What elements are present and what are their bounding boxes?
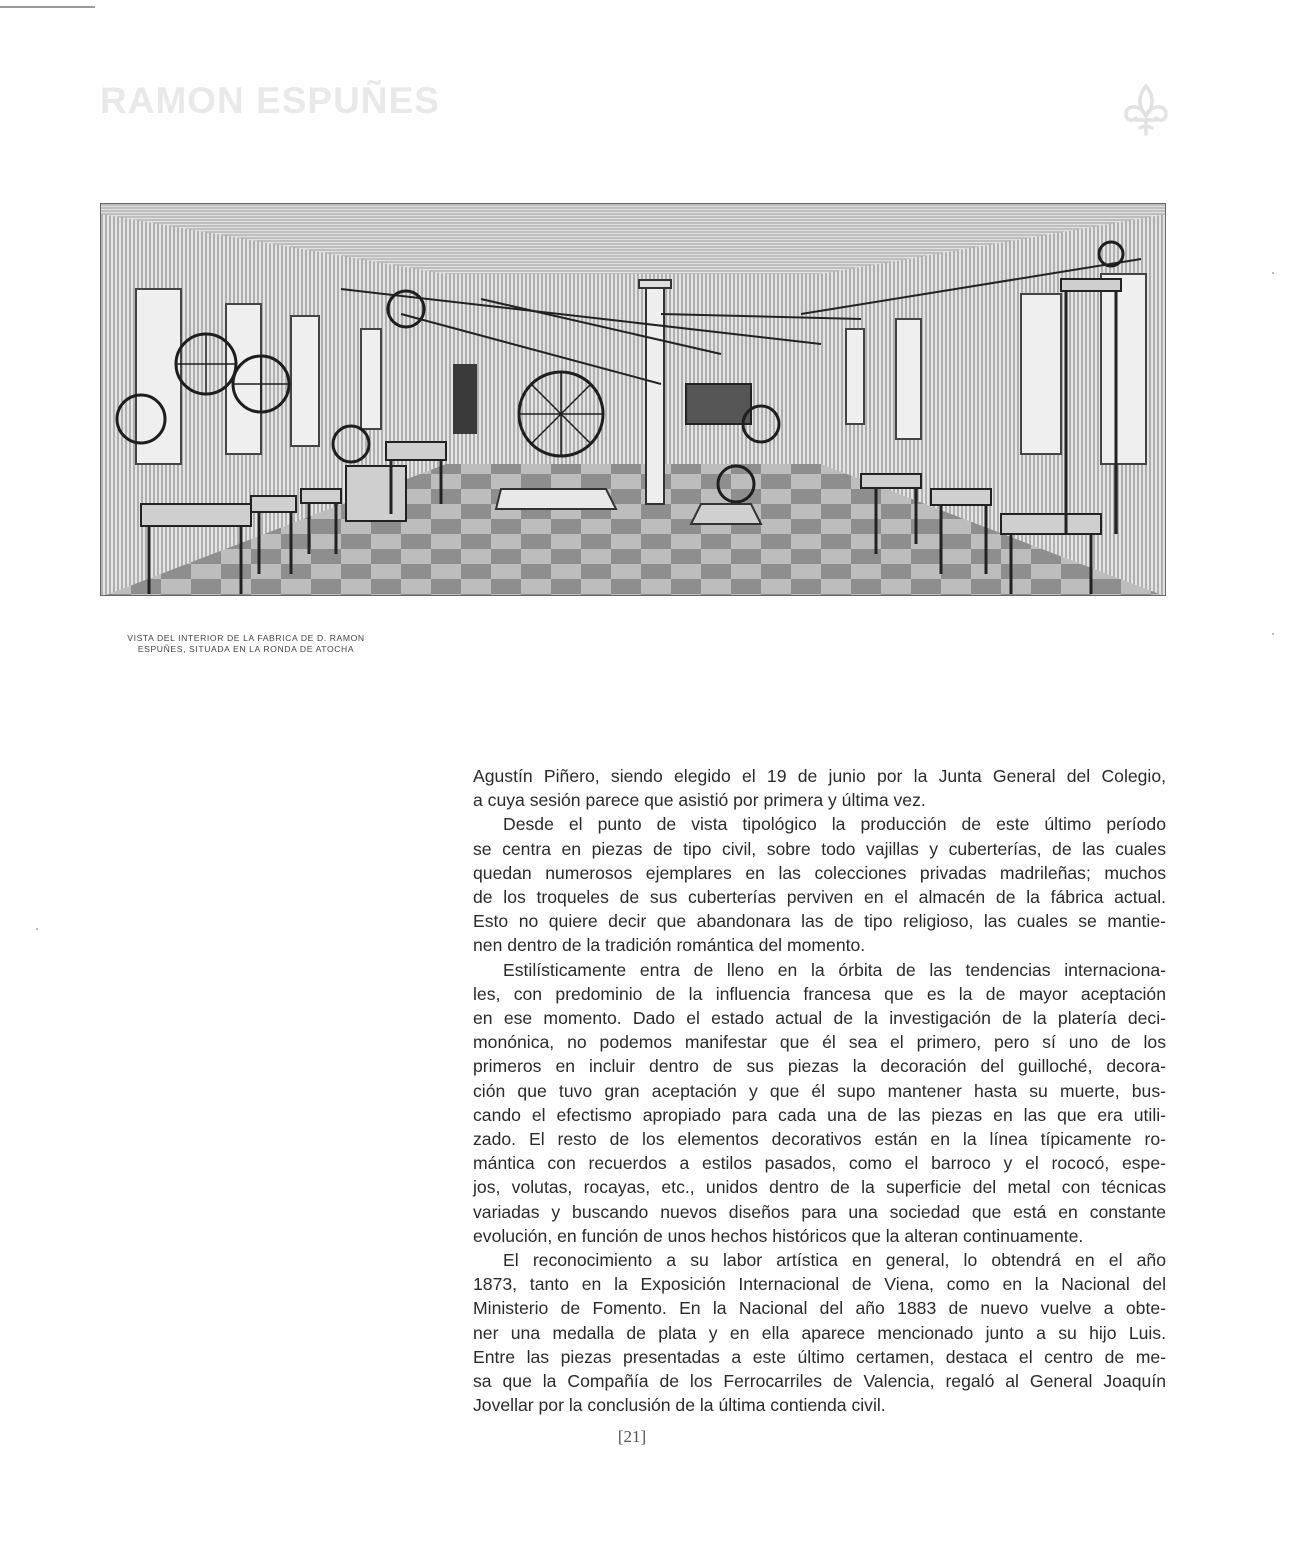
text-line: Agustín Piñero, siendo elegido el 19 de junio por la Junta General del Colegio, bbox=[473, 766, 1166, 786]
text-line: Estilísticamente entra de lleno en la órbita de las tendencias internaciona- bbox=[503, 959, 1166, 980]
text-line: nen dentro de la tradición romántica del momento. bbox=[473, 935, 866, 956]
scan-speck bbox=[1272, 633, 1274, 635]
text-line: ción que tuvo gran aceptación y que él supo mantener hasta su muerte, bus- bbox=[473, 1080, 1166, 1101]
text-line: Entre las piezas presentadas a este último certamen, destaca el centro de me- bbox=[473, 1346, 1166, 1367]
figure-caption bbox=[96, 633, 396, 655]
body-text bbox=[473, 764, 1166, 1417]
scan-speck bbox=[36, 928, 38, 930]
text-line: ner una medalla de plata y en ella aparece mencionado junto a su hijo Luis. bbox=[473, 1322, 1166, 1343]
text-line: variadas y buscando nuevos diseños para una sociedad que está en constante bbox=[473, 1201, 1166, 1222]
text-line: en ese momento. Dado el estado actual de la investigación de la platería deci- bbox=[473, 1008, 1166, 1029]
text-line: monónica, no podemos manifestar que él sea el primero, pero sí uno de los bbox=[473, 1032, 1166, 1053]
text-line: evolución, en función de unos hechos históricos que la alteran continuamente. bbox=[473, 1225, 1084, 1246]
text-line: cando el efectismo apropiado para cada una de las piezas en las que era utili- bbox=[473, 1104, 1166, 1125]
fleur-de-lis-icon bbox=[1118, 82, 1174, 138]
factory-interior-engraving bbox=[100, 203, 1166, 596]
text-line: de los troqueles de sus cuberterías perviven en el almacén de la fábrica actual. bbox=[473, 887, 1166, 908]
caption-line: ESPUÑES, SITUADA EN LA RONDA DE ATOCHA bbox=[137, 644, 355, 654]
text-line: Esto no quiere decir que abandonara las de tipo religioso, las cuales se mantie- bbox=[473, 911, 1166, 932]
text-line: sa que la Compañía de los Ferrocarriles de Valencia, regaló al General Joaquín bbox=[473, 1371, 1166, 1392]
page-number: [21] bbox=[617, 1427, 647, 1446]
text-line: les, con predominio de la influencia francesa que es la de mayor aceptación bbox=[473, 983, 1166, 1004]
text-line: El reconocimiento a su labor artística en general, lo obtendrá en el año bbox=[503, 1250, 1166, 1271]
scan-speck bbox=[1272, 272, 1274, 274]
text-line: Desde el punto de vista tipológico la producción de este último período bbox=[503, 814, 1166, 835]
text-line: a cuya sesión parece que asistió por primera y última vez. bbox=[473, 790, 926, 811]
text-line: Jovellar por la conclusión de la última contienda civil. bbox=[473, 1395, 886, 1416]
text-line: jos, volutas, rocayas, etc., unidos dentro de la superficie del metal con técnicas bbox=[473, 1177, 1166, 1198]
text-line: 1873, tanto en la Exposición Internacional de Viena, como en la Nacional del bbox=[473, 1274, 1166, 1295]
text-line: quedan numerosos ejemplares en las colecciones privadas madrileñas; muchos bbox=[473, 862, 1166, 883]
text-line: primeros en incluir dentro de sus piezas la decoración del guilloché, decora- bbox=[473, 1056, 1166, 1077]
text-line: zado. El resto de los elementos decorativos están en la línea típicamente ro- bbox=[473, 1129, 1166, 1150]
text-line: mántica con recuerdos a estilos pasados, como el barroco y el rococó, espe- bbox=[473, 1153, 1166, 1174]
text-line: se centra en piezas de tipo civil, sobre todo vajillas y cuberterías, de las cuales bbox=[473, 838, 1166, 859]
running-header-title: RAMON ESPUÑES bbox=[100, 80, 440, 121]
top-rule bbox=[0, 6, 95, 8]
text-line: Ministerio de Fomento. En la Nacional del año 1883 de nuevo vuelve a obte- bbox=[473, 1298, 1166, 1319]
caption-line: VISTA DEL INTERIOR DE LA FABRICA DE D. RAMON bbox=[127, 633, 365, 643]
